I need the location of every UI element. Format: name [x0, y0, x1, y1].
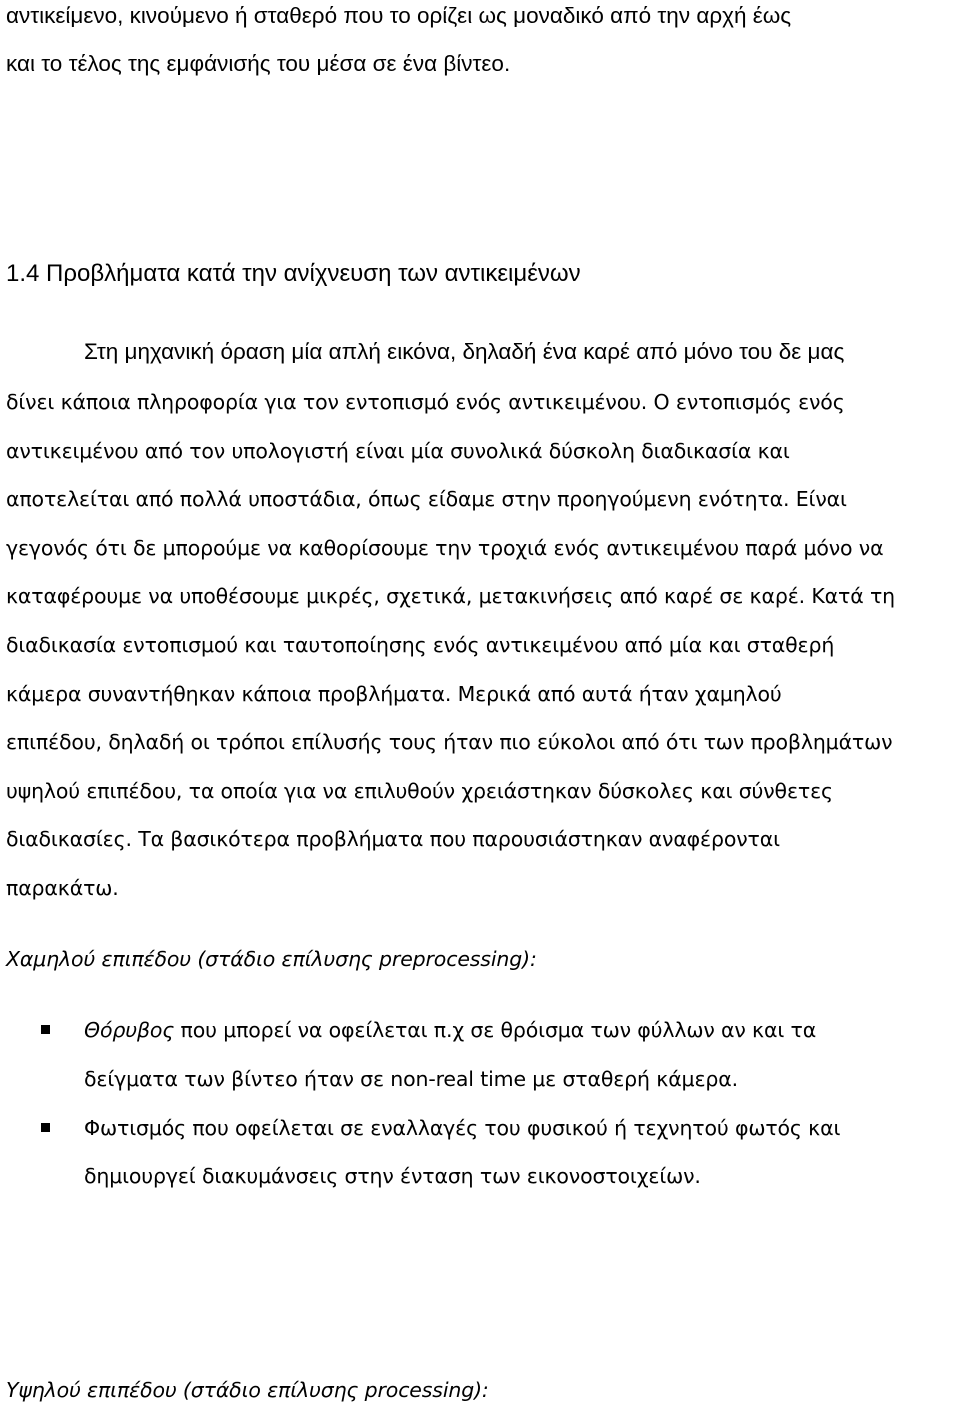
- paragraph-line-9: επιπέδου, δηλαδή οι τρόποι επίλυσής τους ήταν πιο εύκολοι από ότι των προβλημάτων: [6, 730, 893, 754]
- intro-line-1: αντικείμενο, κινούμενο ή σταθερό που το ορίζει ως μοναδικό από την αρχή έως: [6, 3, 792, 28]
- paragraph-line-3: αντικειμένου από τον υπολογιστή είναι μία συνολικά δύσκολη διαδικασία και: [6, 439, 790, 463]
- paragraph-line-6: καταφέρουμε να υποθέσουμε μικρές, σχετικά, μετακινήσεις από καρέ σε καρέ. Κατά τη: [6, 584, 895, 608]
- bullet-square-icon: [41, 1025, 50, 1034]
- bullet-item-2-line-1: Φωτισμός που οφείλεται σε εναλλαγές του φυσικού ή τεχνητού φωτός και: [84, 1116, 841, 1140]
- paragraph-line-2: δίνει κάποια πληροφορία για τον εντοπισμό ενός αντικειμένου. Ο εντοπισμός ενός: [6, 390, 845, 414]
- paragraph-line-1: Στη μηχανική όραση μία απλή εικόνα, δηλαδή ένα καρέ από μόνο του δε μας: [84, 339, 845, 364]
- paragraph-line-11: διαδικασίες. Τα βασικότερα προβλήματα που παρουσιάστηκαν αναφέρονται: [6, 827, 780, 851]
- bullet-item-1-text: που μπορεί να οφείλεται π.χ σε θρόισμα των φύλλων αν και τα: [174, 1018, 817, 1042]
- paragraph-line-7: διαδικασία εντοπισμού και ταυτοποίησης ενός αντικειμένου από μία και σταθερή: [6, 633, 835, 657]
- section-heading: 1.4 Προβλήματα κατά την ανίχνευση των αντικειμένων: [6, 260, 581, 287]
- paragraph-line-10: υψηλού επιπέδου, τα οποία για να επιλυθούν χρειάστηκαν δύσκολες και σύνθετες: [6, 779, 833, 803]
- paragraph-line-5: γεγονός ότι δε μπορούμε να καθορίσουμε την τροχιά ενός αντικειμένου παρά μόνο να: [6, 536, 884, 560]
- bullet-item-2-line-2: δημιουργεί διακυμάνσεις στην ένταση των εικονοστοιχείων.: [84, 1164, 701, 1188]
- bullet-square-icon: [41, 1123, 50, 1132]
- low-level-heading: Χαμηλού επιπέδου (στάδιο επίλυσης preprocessing):: [6, 947, 537, 971]
- paragraph-line-8: κάμερα συναντήθηκαν κάποια προβλήματα. Μερικά από αυτά ήταν χαμηλού: [6, 682, 782, 706]
- high-level-heading: Υψηλού επιπέδου (στάδιο επίλυσης processing):: [6, 1378, 489, 1402]
- bullet-item-1-line-1: [84, 1015, 816, 1045]
- paragraph-line-12: παρακάτω.: [6, 876, 119, 900]
- bullet-item-1-line-2: δείγματα των βίντεο ήταν σε non-real time με σταθερή κάμερα.: [84, 1067, 738, 1091]
- paragraph-line-4: αποτελείται από πολλά υποστάδια, όπως είδαμε στην προηγούμενη ενότητα. Είναι: [6, 487, 847, 511]
- intro-line-2: και το τέλος της εμφάνισής του μέσα σε ένα βίντεο.: [6, 51, 511, 76]
- bullet-item-1-emphasis: Θόρυβος: [84, 1018, 175, 1042]
